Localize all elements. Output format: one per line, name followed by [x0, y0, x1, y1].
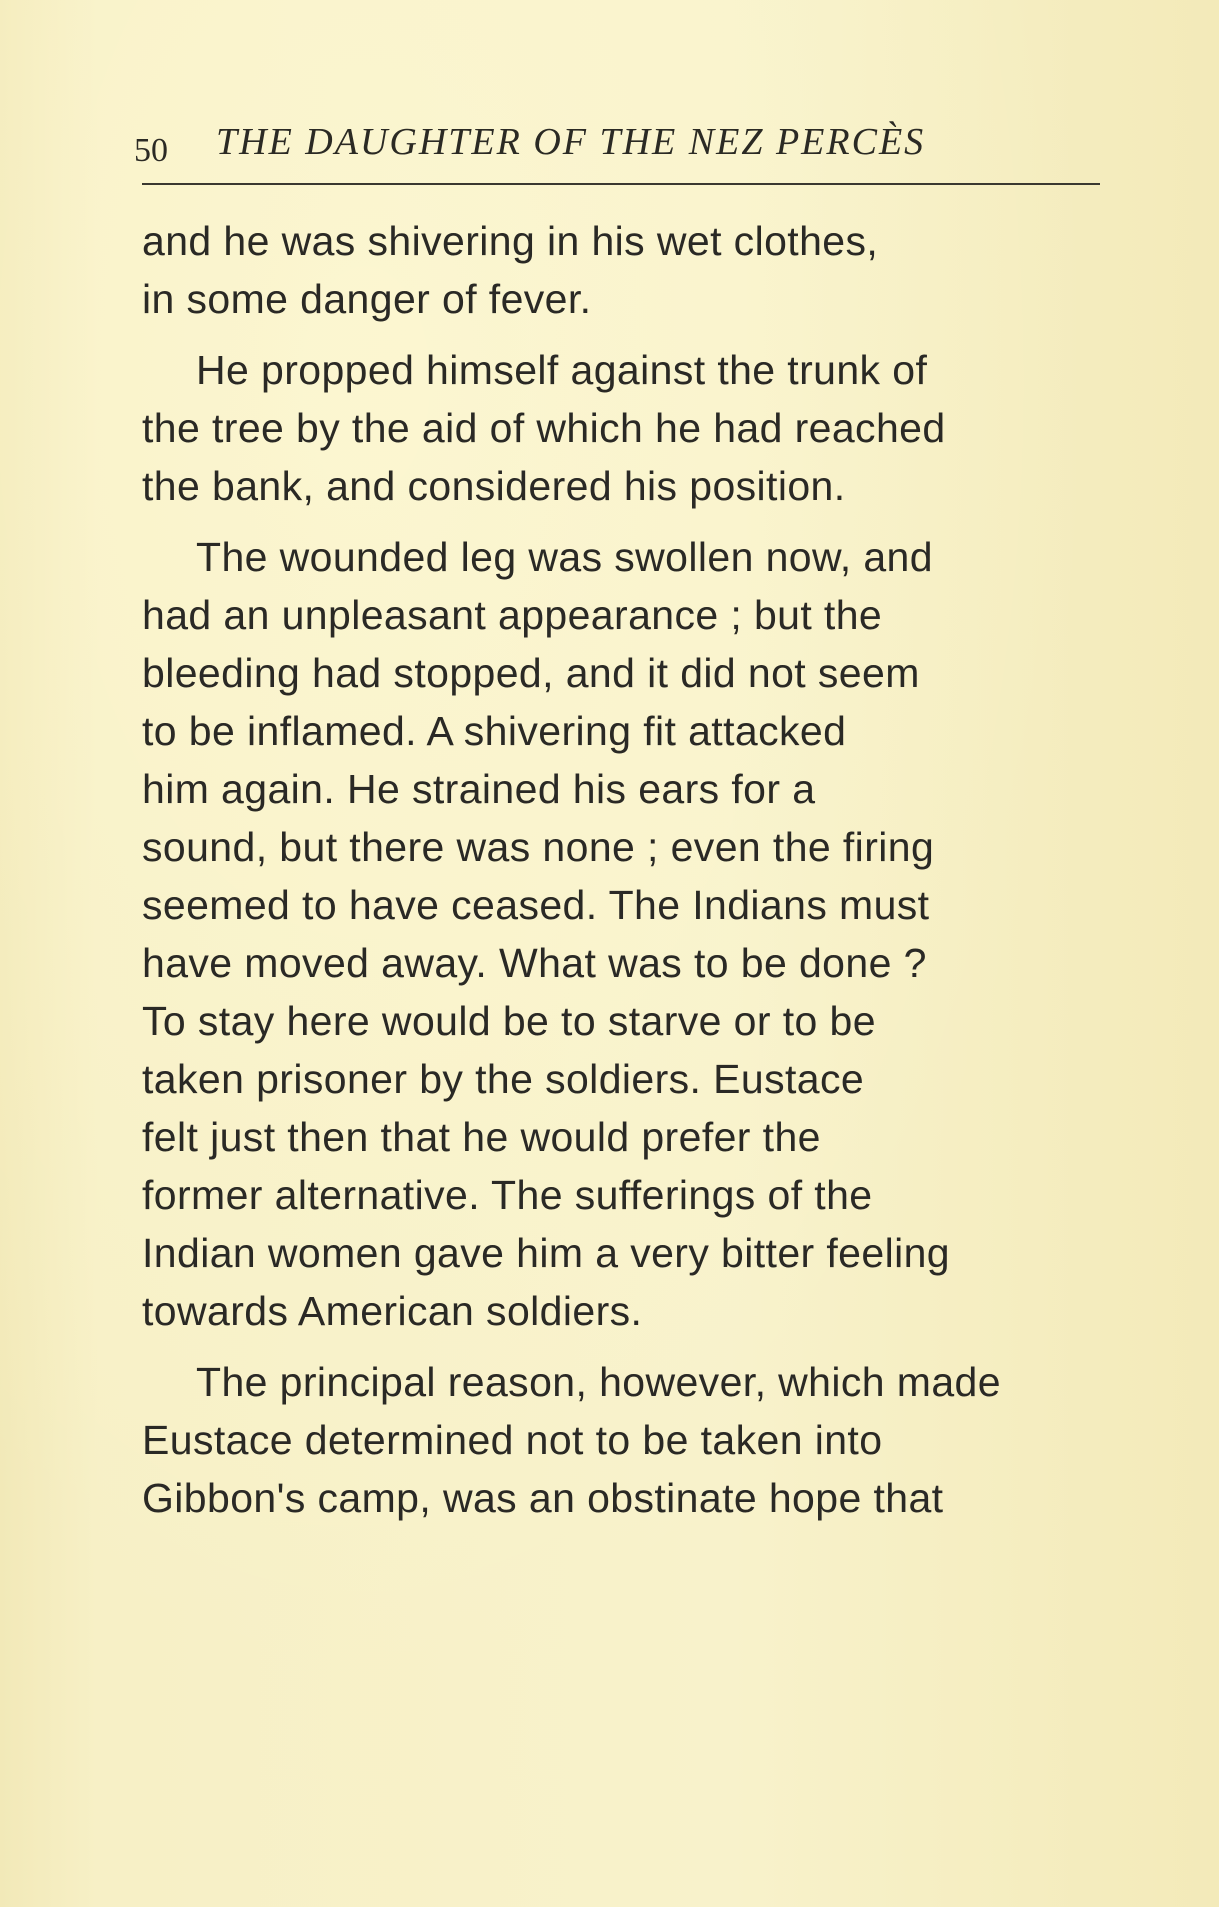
text-line: seemed to have ceased. The Indians must: [142, 882, 930, 928]
running-title: THE DAUGHTER OF THE NEZ PERCÈS: [216, 121, 926, 163]
text-line: felt just then that he would prefer the: [142, 1114, 821, 1160]
text-line: sound, but there was none ; even the firing: [142, 824, 935, 870]
text-line: Gibbon's camp, was an obstinate hope that: [142, 1475, 944, 1521]
text-line: the tree by the aid of which he had reached: [142, 405, 946, 451]
header-rule: [142, 183, 1100, 185]
text-line: He propped himself against the trunk of: [196, 347, 928, 393]
text-line: bleeding had stopped, and it did not seem: [142, 650, 920, 696]
text-line: To stay here would be to starve or to be: [142, 998, 876, 1044]
text-line: the bank, and considered his position.: [142, 463, 846, 509]
text-line: and he was shivering in his wet clothes,: [142, 218, 879, 264]
text-line: taken prisoner by the soldiers. Eustace: [142, 1056, 865, 1102]
text-line: had an unpleasant appearance ; but the: [142, 592, 883, 638]
text-line: Indian women gave him a very bitter feeling: [142, 1230, 951, 1276]
text-line: have moved away. What was to be done ?: [142, 940, 927, 986]
page-number: 50: [134, 132, 168, 169]
text-line: former alternative. The sufferings of the: [142, 1172, 873, 1218]
text-line: him again. He strained his ears for a: [142, 766, 816, 812]
running-head: [134, 120, 1104, 180]
text-line: towards American soldiers.: [142, 1288, 643, 1334]
text-line: in some danger of fever.: [142, 276, 592, 322]
text-line: Eustace determined not to be taken into: [142, 1417, 883, 1463]
text-line: The principal reason, however, which made: [196, 1359, 1001, 1405]
text-line: to be inflamed. A shivering fit attacked: [142, 708, 847, 754]
text-line: The wounded leg was swollen now, and: [196, 534, 933, 580]
